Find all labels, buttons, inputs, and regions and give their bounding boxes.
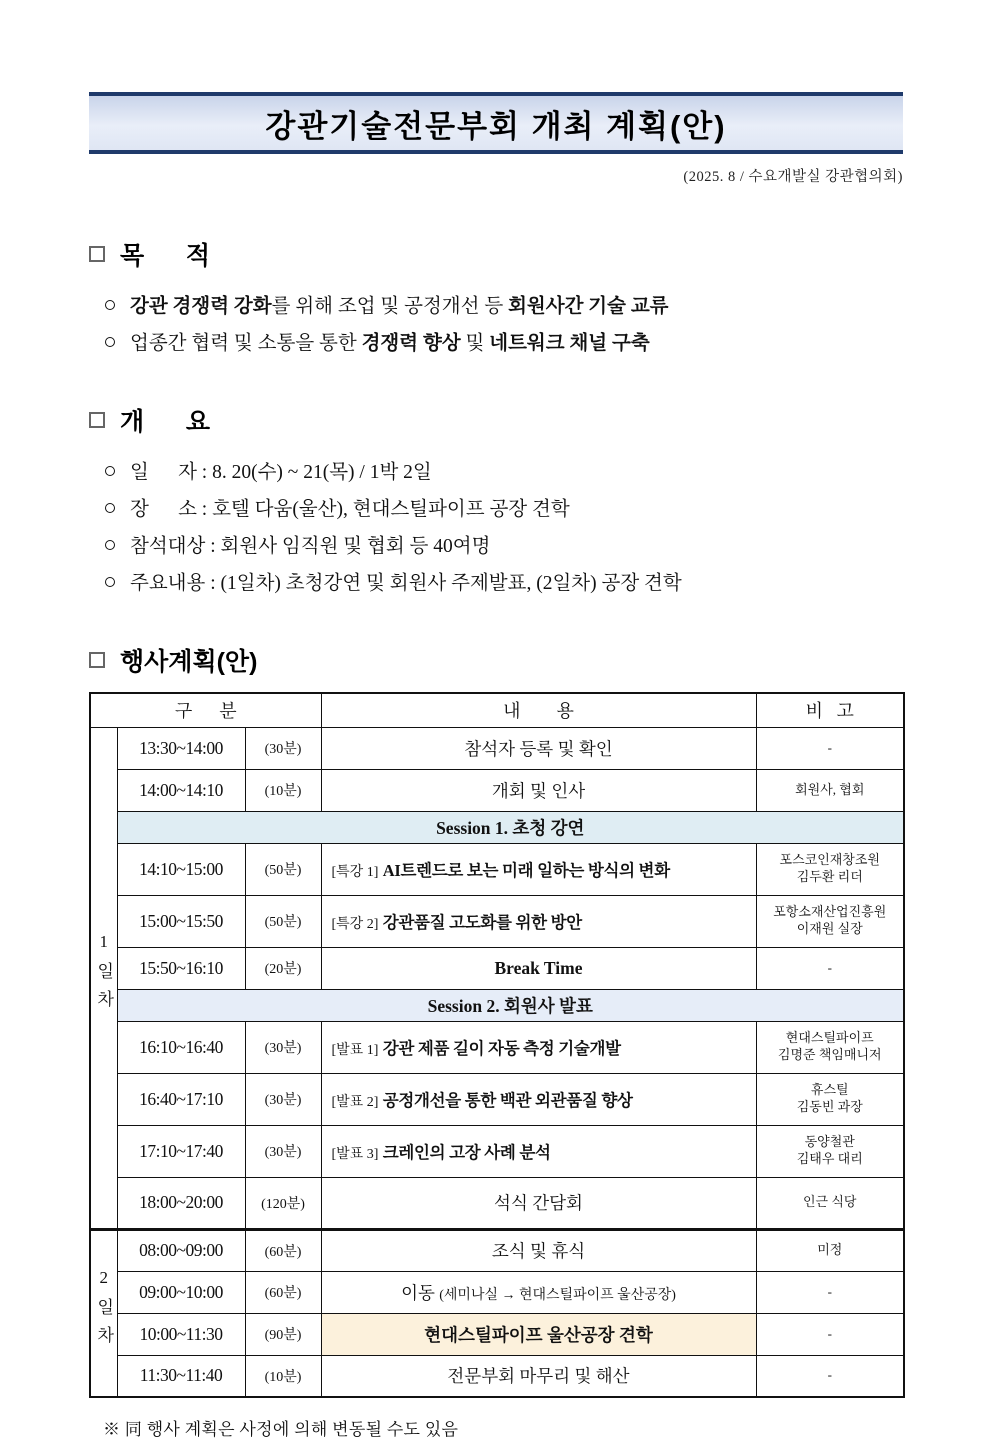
day1-label: 1일차 [94, 931, 114, 1019]
time-cell: 17:10~17:40 [117, 1125, 245, 1177]
header-group: 구 분 [90, 693, 321, 727]
schedule-row [90, 1177, 904, 1229]
circle-bullet-icon [105, 466, 115, 476]
duration-cell: (50분) [245, 843, 321, 895]
note-cell: 미정 [756, 1229, 904, 1271]
duration-cell: (30분) [245, 1021, 321, 1073]
circle-bullet-icon [105, 503, 115, 513]
schedule-row [90, 1313, 904, 1355]
note-cell: 동양철관 김태우 대리 [756, 1125, 904, 1177]
overview-item-text: 참석대상 : 회원사 임직원 및 협회 등 40여명 [130, 536, 491, 557]
schedule-row [90, 1355, 904, 1397]
duration-cell: (30분) [245, 1125, 321, 1177]
content-cell: [발표 1] 강관 제품 길이 자동 측정 기술개발 [321, 1021, 756, 1073]
overview-item [105, 528, 903, 565]
overview-item-text: 장 소 : 호텔 다움(울산), 현대스틸파이프 공장 견학 [130, 499, 570, 520]
overview-list [89, 454, 903, 602]
purpose-item [105, 325, 903, 362]
title-banner [89, 92, 903, 154]
overview-item-text: 일 자 : 8. 20(수) ~ 21(목) / 1박 2일 [130, 462, 432, 483]
duration-cell: (30분) [245, 727, 321, 769]
header-note: 비 고 [756, 693, 904, 727]
content-cell: 전문부회 마무리 및 해산 [321, 1355, 756, 1397]
time-cell: 16:40~17:10 [117, 1073, 245, 1125]
content-cell: 조식 및 휴식 [321, 1229, 756, 1271]
time-cell: 11:30~11:40 [117, 1355, 245, 1397]
day1-cell [90, 727, 117, 1229]
time-cell: 08:00~09:00 [117, 1229, 245, 1271]
session2-row [90, 989, 904, 1021]
schedule-row [90, 727, 904, 769]
circle-bullet-icon [105, 540, 115, 550]
table-header-row [90, 693, 904, 727]
note-cell: 회원사, 협회 [756, 769, 904, 811]
content-cell: 참석자 등록 및 확인 [321, 727, 756, 769]
duration-cell: (10분) [245, 769, 321, 811]
purpose-item-text: 강관 경쟁력 강화를 위해 조업 및 공정개선 등 회원사간 기술 교류 [130, 296, 669, 317]
schedule-row [90, 1125, 904, 1177]
highlighted-content-cell: 현대스틸파이프 울산공장 견학 [321, 1313, 756, 1355]
schedule-row [90, 947, 904, 989]
schedule-row [90, 1229, 904, 1271]
purpose-heading-label: 목 적 [120, 242, 210, 270]
duration-cell: (60분) [245, 1229, 321, 1271]
square-bullet-icon [89, 652, 105, 668]
day2-label: 2일차 [94, 1267, 114, 1354]
circle-bullet-icon [105, 577, 115, 587]
section-heading-plan [89, 642, 903, 678]
purpose-item [105, 288, 903, 325]
content-cell: [특강 1] AI트렌드로 보는 미래 일하는 방식의 변화 [321, 843, 756, 895]
duration-cell: (30분) [245, 1073, 321, 1125]
session1-row [90, 811, 904, 843]
header-content: 내 용 [321, 693, 756, 727]
overview-item [105, 454, 903, 491]
footnote: ※ 同 행사 계획은 사정에 의해 변동될 수도 있음 [103, 1420, 459, 1439]
schedule-row [90, 1021, 904, 1073]
time-cell: 13:30~14:00 [117, 727, 245, 769]
time-cell: 10:00~11:30 [117, 1313, 245, 1355]
document-title: 강관기술전문부회 개최 계획(안) [265, 108, 727, 144]
content-cell: Break Time [321, 947, 756, 989]
schedule-row [90, 843, 904, 895]
section-heading-overview [89, 402, 903, 438]
time-cell: 09:00~10:00 [117, 1271, 245, 1313]
purpose-list [89, 288, 903, 362]
duration-cell: (60분) [245, 1271, 321, 1313]
schedule-row [90, 769, 904, 811]
schedule-table [89, 692, 905, 1398]
time-cell: 16:10~16:40 [117, 1021, 245, 1073]
note-cell: - [756, 1355, 904, 1397]
plan-heading-label: 행사계획(안) [120, 648, 258, 676]
duration-cell: (10분) [245, 1355, 321, 1397]
note-cell: - [756, 1271, 904, 1313]
note-cell: 휴스틸 김동빈 과장 [756, 1073, 904, 1125]
content-cell: 개회 및 인사 [321, 769, 756, 811]
note-cell: 인근 식당 [756, 1177, 904, 1229]
overview-item [105, 565, 903, 602]
schedule-row [90, 895, 904, 947]
schedule-row [90, 1073, 904, 1125]
note-cell: - [756, 727, 904, 769]
note-cell: 현대스틸파이프 김명준 책임매니저 [756, 1021, 904, 1073]
duration-cell: (20분) [245, 947, 321, 989]
circle-bullet-icon [105, 337, 115, 347]
content-cell: [발표 2] 공정개선을 통한 백관 외관품질 향상 [321, 1073, 756, 1125]
content-cell: 이동 (세미나실 → 현대스틸파이프 울산공장) [321, 1271, 756, 1313]
time-cell: 14:10~15:00 [117, 843, 245, 895]
duration-cell: (90분) [245, 1313, 321, 1355]
overview-item-text: 주요내용 : (1일차) 초청강연 및 회원사 주제발표, (2일차) 공장 견학 [130, 573, 682, 594]
content-cell: [발표 3] 크레인의 고장 사례 분석 [321, 1125, 756, 1177]
square-bullet-icon [89, 246, 105, 262]
overview-heading-label: 개 요 [120, 408, 210, 436]
duration-cell: (120분) [245, 1177, 321, 1229]
time-cell: 15:00~15:50 [117, 895, 245, 947]
note-cell: 포항소재산업진흥원 이재원 실장 [756, 895, 904, 947]
content-cell: 석식 간담회 [321, 1177, 756, 1229]
document-subtitle: (2025. 8 / 수요개발실 강관협의회) [683, 169, 903, 185]
note-cell: - [756, 1313, 904, 1355]
duration-cell: (50분) [245, 895, 321, 947]
session1-title: Session 1. 초청 강연 [117, 811, 904, 843]
content-cell: [특강 2] 강관품질 고도화를 위한 방안 [321, 895, 756, 947]
time-cell: 18:00~20:00 [117, 1177, 245, 1229]
section-heading-purpose [89, 236, 903, 272]
square-bullet-icon [89, 412, 105, 428]
circle-bullet-icon [105, 300, 115, 310]
overview-item [105, 491, 903, 528]
day2-cell [90, 1229, 117, 1397]
note-cell: - [756, 947, 904, 989]
schedule-row [90, 1271, 904, 1313]
time-cell: 15:50~16:10 [117, 947, 245, 989]
session2-title: Session 2. 회원사 발표 [117, 989, 904, 1021]
time-cell: 14:00~14:10 [117, 769, 245, 811]
purpose-item-text: 업종간 협력 및 소통을 통한 경쟁력 향상 및 네트워크 채널 구축 [130, 333, 650, 354]
note-cell: 포스코인재창조원 김두환 리더 [756, 843, 904, 895]
